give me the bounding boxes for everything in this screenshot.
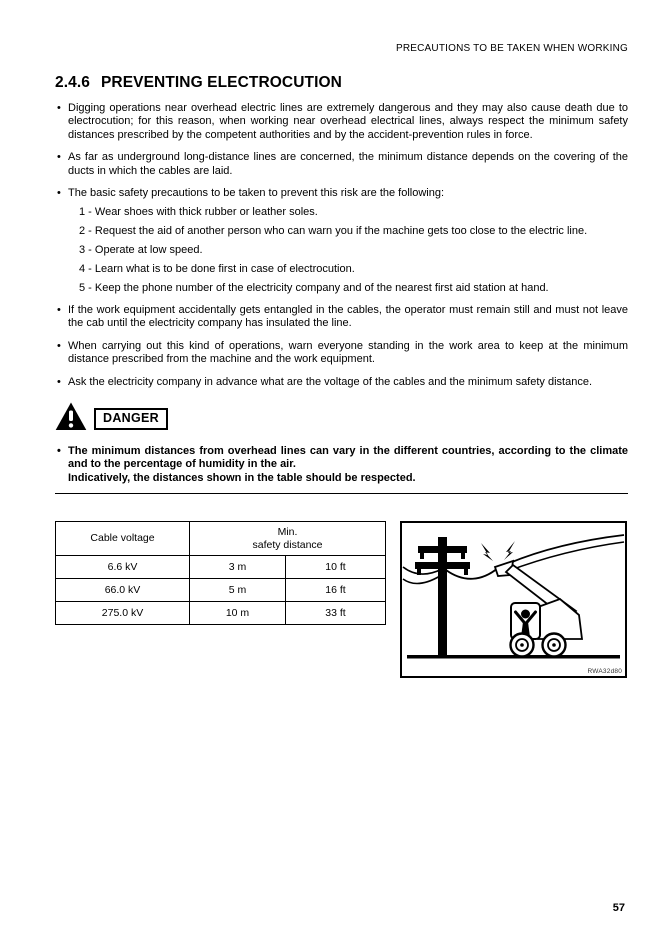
bullet-entangled: • If the work equipment accidentally gets entangled in the cables, the operator must remain still and must not leave the cab until the electricity company has insulated the line. xyxy=(55,304,628,331)
table-header-row xyxy=(56,522,386,556)
danger-note-list xyxy=(55,445,628,485)
table-and-figure-row xyxy=(55,521,628,678)
page-content xyxy=(0,74,667,678)
cell-feet: 10 ft xyxy=(286,556,386,579)
electrocution-illustration xyxy=(400,521,627,678)
bullet-ask-company: • Ask the electricity company in advance what are the voltage of the cables and the minimum safety distance. xyxy=(55,376,628,389)
header-cable-voltage: Cable voltage xyxy=(56,522,190,556)
running-header: PRECAUTIONS TO BE TAKEN WHEN WORKING xyxy=(395,43,628,54)
figure-code: RWA32d80 xyxy=(587,668,623,676)
precaution-step: 4 - Learn what is to be done first in case of electrocution. xyxy=(79,262,355,275)
page-number: 57 xyxy=(612,902,625,914)
cell-voltage: 6.6 kV xyxy=(56,556,190,579)
bullet-underground: • As far as underground long-distance lines are concerned, the minimum distance depends on the covering of the ducts in which the cables are laid. xyxy=(55,151,628,178)
bullet-digging: • Digging operations near overhead electric lines are extremely dangerous and they may also cause death due to electrocution; for this reason, when working near overhead electrical lines, always respect the minimum safety distances prescribed by the competent authorities and by the accident-prevention rules in force. xyxy=(55,102,628,142)
safety-distance-table xyxy=(55,521,386,625)
danger-label: DANGER xyxy=(94,408,168,430)
table-row xyxy=(56,579,386,602)
header-min-safety-distance: Min. safety distance xyxy=(190,522,386,556)
precaution-step: 1 - Wear shoes with thick rubber or leather soles. xyxy=(79,205,318,218)
precaution-steps-list xyxy=(79,206,628,295)
section-title-text: PREVENTING ELECTROCUTION xyxy=(100,74,342,91)
safety-bullet-list xyxy=(55,102,628,389)
page-title xyxy=(55,74,628,92)
electrocution-hazard-drawing xyxy=(402,523,625,676)
basic-precautions-intro: The basic safety precautions to be taken to prevent this risk are the following: xyxy=(68,187,445,200)
table-row xyxy=(56,556,386,579)
bullet-basic-precautions xyxy=(55,187,628,295)
precaution-step: 2 - Request the aid of another person who can warn you if the machine gets too close to the electric line. xyxy=(79,224,588,237)
cell-meters: 5 m xyxy=(190,579,286,602)
warning-triangle-icon xyxy=(55,402,87,436)
danger-heading xyxy=(55,404,628,434)
section-number: 2.4.6 xyxy=(55,74,90,91)
cell-meters: 3 m xyxy=(190,556,286,579)
cell-voltage: 275.0 kV xyxy=(56,602,190,625)
section-divider xyxy=(55,493,628,494)
table-row xyxy=(56,602,386,625)
cell-meters: 10 m xyxy=(190,602,286,625)
danger-note-line2: Indicatively, the distances shown in the table should be respected. xyxy=(68,471,416,484)
precaution-step: 3 - Operate at low speed. xyxy=(79,243,203,256)
danger-note-line1: The minimum distances from overhead lines can vary in the different countries, according to the climate and to the percentage of humidity in the air. xyxy=(68,445,628,471)
precaution-step: 5 - Keep the phone number of the electricity company and of the nearest first aid station at hand. xyxy=(79,281,549,294)
bullet-warn-everyone: • When carrying out this kind of operations, warn everyone standing in the work area to keep at the minimum distance prescribed from the machine and the work equipment. xyxy=(55,340,628,367)
danger-note xyxy=(55,445,628,485)
cell-voltage: 66.0 kV xyxy=(56,579,190,602)
cell-feet: 33 ft xyxy=(286,602,386,625)
cell-feet: 16 ft xyxy=(286,579,386,602)
